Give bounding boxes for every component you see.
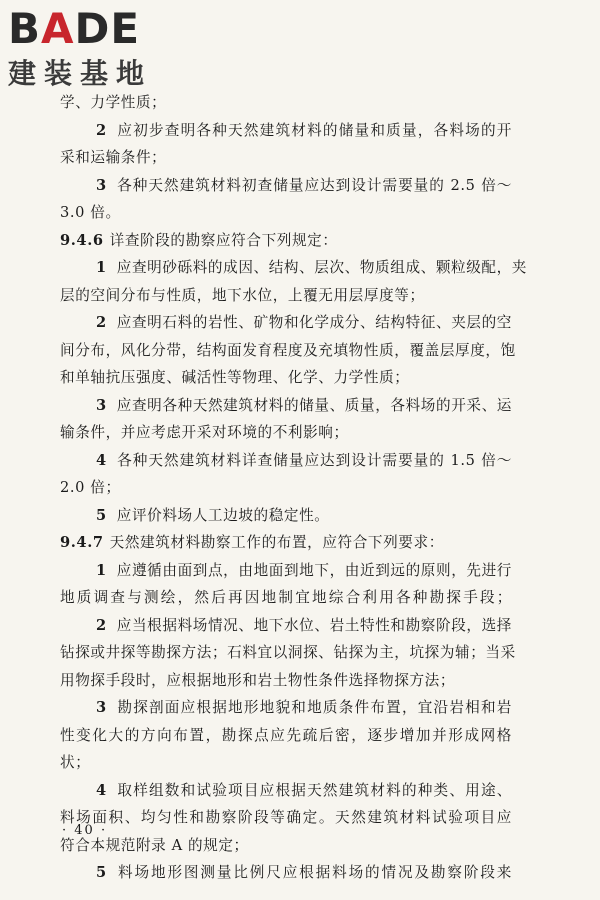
text-line (60, 859, 512, 887)
line-text: 3.0 倍。 (60, 204, 121, 221)
text-line (60, 419, 512, 447)
text-line (60, 612, 512, 640)
line-text: 天然建筑材料勘察工作的布置，应符合下列要求： (109, 534, 444, 551)
line-text: 输条件，并应考虑开采对环境的不利影响； (60, 424, 349, 441)
text-line (60, 309, 512, 337)
line-text: 和单轴抗压强度、碱活性等物理、化学、力学性质； (60, 369, 410, 386)
line-text: 符合本规范附录 A 的规定； (60, 836, 249, 854)
logo-wordmark: BADE (8, 4, 141, 53)
item-number: 4 (96, 451, 107, 469)
item-number: 4 (96, 781, 107, 799)
item-number: 2 (96, 314, 107, 331)
line-text: 应评价料场人工边坡的稳定性。 (116, 506, 330, 524)
line-text: 料场地形图测量比例尺应根据料场的情况及勘察阶段来 (116, 864, 512, 881)
item-number: 1 (96, 259, 107, 276)
text-line (60, 474, 512, 502)
text-line (60, 337, 516, 365)
text-line (60, 172, 512, 200)
line-text: 应查明各种天然建筑材料的储量、质量，各料场的开采、运 (116, 396, 512, 414)
text-line (60, 199, 512, 227)
line-text: 学、力学性质； (60, 94, 167, 111)
text-line (60, 364, 512, 392)
text-line (60, 117, 512, 145)
text-line (60, 254, 527, 282)
text-line (60, 584, 512, 612)
text-line (60, 227, 512, 255)
line-text: 取样组数和试验项目应根据天然建筑材料的种类、用途、 (116, 781, 512, 799)
document-body (60, 89, 527, 887)
item-number: 3 (96, 699, 107, 716)
line-text: 2.0 倍； (60, 479, 121, 496)
text-line (60, 89, 512, 117)
line-text: 采和运输条件； (60, 149, 167, 166)
line-text: 钻探或井探等勘探方法；石料宜以洞探、钻探为主，坑探为辅；当采 (60, 644, 516, 661)
logo-subtitle: 建装基地 (8, 57, 153, 90)
item-number: 2 (96, 121, 107, 139)
text-line (60, 639, 516, 667)
line-text: 间分布，风化分带，结构面发育程度及充填物性质，覆盖层厚度，饱 (60, 341, 516, 359)
text-line (60, 502, 512, 530)
text-line (60, 749, 512, 777)
line-text: 应查明砂砾料的成因、结构、层次、物质组成、颗粒级配，夹 (116, 259, 527, 276)
text-line (60, 529, 512, 557)
text-line (60, 722, 512, 750)
text-line (60, 667, 512, 695)
text-line (60, 144, 512, 172)
section-number: 9.4.7 (60, 534, 104, 551)
section-number: 9.4.6 (60, 231, 104, 249)
line-text: 料场面积、均匀性和勘察阶段等确定。天然建筑材料试验项目应 (60, 809, 512, 826)
item-number: 1 (96, 561, 107, 579)
line-text: 层的空间分布与性质，地下水位，上覆无用层厚度等； (60, 286, 425, 304)
item-number: 2 (96, 616, 107, 634)
text-line (60, 282, 512, 310)
line-text: 应查明石料的岩性、矿物和化学成分、结构特征、夹层的空 (116, 314, 512, 331)
text-line (60, 777, 512, 805)
text-line (60, 447, 512, 475)
line-text: 性变化大的方向布置，勘探点应先疏后密，逐步增加并形成网格 (60, 726, 512, 744)
item-number: 3 (96, 176, 107, 194)
item-number: 5 (96, 506, 107, 524)
text-line (60, 832, 512, 860)
line-text: 应当根据料场情况、地下水位、岩土特性和勘察阶段，选择 (116, 616, 512, 634)
line-text: 应遵循由面到点，由地面到地下，由近到远的原则，先进行 (116, 561, 512, 579)
page-number: · 40 · (62, 823, 108, 838)
text-line (60, 694, 512, 722)
text-line (60, 392, 512, 420)
bade-logo (8, 6, 183, 92)
line-text: 详查阶段的勘察应符合下列规定： (109, 231, 338, 249)
line-text: 各种天然建筑材料初查储量应达到设计需要量的 2.5 倍～ (116, 176, 512, 194)
line-text: 用物探手段时，应根据地形和岩土物性条件选择物探方法； (60, 671, 456, 689)
line-text: 各种天然建筑材料详查储量应达到设计需要量的 1.5 倍～ (116, 451, 512, 469)
item-number: 3 (96, 396, 107, 414)
item-number: 5 (96, 864, 107, 881)
line-text: 地质调查与测绘，然后再因地制宜地综合利用各种勘探手段； (60, 589, 512, 606)
text-line (60, 804, 512, 832)
line-text: 勘探剖面应根据地形地貌和地质条件布置，宜沿岩相和岩 (116, 699, 512, 716)
line-text: 状； (60, 754, 91, 771)
text-line (60, 557, 512, 585)
line-text: 应初步查明各种天然建筑材料的储量和质量，各料场的开 (116, 121, 512, 139)
